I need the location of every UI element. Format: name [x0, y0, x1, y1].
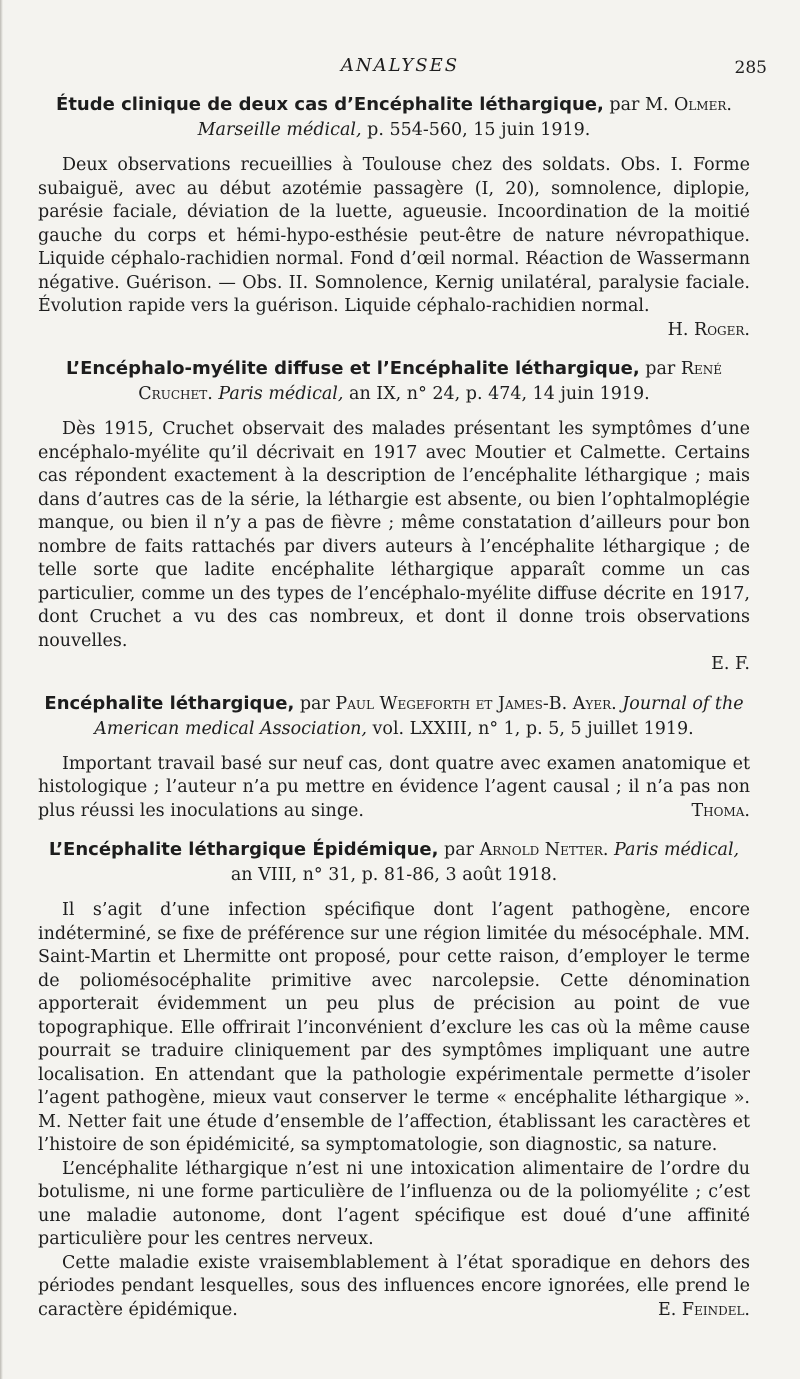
paragraph-text: Important travail basé sur neuf cas, dont quatre avec examen anatomique et histologique ; l’auteur n’a pu mettre en évidence l’agent causal ; il n’a pas non plus réussi les inoculations au singe.: [38, 753, 750, 821]
article-after-author: .: [726, 95, 732, 115]
article-heading: [38, 92, 750, 143]
running-head: [0, 55, 800, 79]
article-journal: Journal of the American medical Association,: [94, 693, 744, 739]
article-title: Étude clinique de deux cas d’Encéphalite léthargique,: [56, 94, 604, 115]
running-title: ANALYSES: [340, 55, 460, 76]
article-citation: vol. LXXIII, n° 1, p. 5, 5 juillet 1919.: [366, 718, 694, 739]
article-author: René Cruchet: [138, 359, 723, 404]
article-author: Arnold Netter: [479, 840, 603, 860]
article-paragraph: [38, 1252, 750, 1323]
article-title: L’Encéphalite léthargique Épidémique,: [48, 839, 439, 860]
article-after-author: .: [611, 693, 623, 714]
page-number: 285: [734, 58, 767, 78]
article-signature: Thoma.: [691, 800, 750, 821]
scan-edge: [0, 0, 3, 1379]
article-journal: Paris médical,: [218, 384, 344, 404]
article-signature: H. Roger.: [667, 319, 750, 340]
article-paragraph: Dès 1915, Cruchet observait des malades présentant les symptômes d’une encéphalo-myélite qu’il décrivait en 1917 avec Moutier et Calmette. Certains cas répondent exactement à la description de l’encéphalite léthargique ; mais dans d’autres cas de la série, la léthargie est absente, ou bien l’ophtalmoplégie manque, ou bien il n’y a pas de fièvre ; même constatation d’ailleurs pour bon nombre de faits rattachés par divers auteurs à l’encéphalite léthargique ; de telle sorte que ladite encéphalite léthargique apparaît comme un cas particulier, comme un des types de l’encéphalo-myélite diffuse décrite en 1917, dont Cruchet a vu des cas nombreux, et dont il donne trois observations nouvelles.: [38, 419, 750, 651]
article-by: par: [294, 693, 336, 714]
article-title: L’Encéphalo-myélite diffuse et l’Encéphalite léthargique,: [65, 358, 640, 379]
article-paragraph: L’encéphalite léthargique n’est ni une intoxication alimentaire de l’ordre du botulisme, ni une forme particulière de l’influenza ou de la poliomyélite ; c’est une maladie autonome, dont l’agent spécifique est doué d’une affinité particulière pour les centres nerveux.: [38, 1158, 750, 1249]
article-citation: p. 554-560, 15 juin 1919.: [361, 120, 591, 140]
article-after-author: .: [207, 384, 219, 404]
article-paragraph: Il s’agit d’une infection spécifique dont l’agent pathogène, encore indéterminé, se fixe de préférence sur une région limitée du mésocéphale. MM. Saint-Martin et Lhermitte ont proposé, pour cette raison, d’employer le terme de poliomésocéphalite primitive avec narcolepsie. Cette dénomination apporterait évidemment un peu plus de précision au point de vue topographique. Elle offrirait l’inconvénient d’exclure les cas où la même cause pourrait se traduire cliniquement par des symptômes impliquant une autre localisation. En attendant que la pathologie expérimentale permette d’isoler l’agent pathogène, mieux vaut conserver le terme « encéphalite léthargique ». M. Netter fait une étude d’ensemble de l’affection, établissant les caractères et l’histoire de son épidémicité, sa symptomatologie, son diagnostic, sa nature.: [38, 900, 750, 1155]
review-article-4: [38, 837, 750, 1322]
article-signature: E. F.: [711, 654, 750, 674]
article-paragraph: [38, 753, 750, 824]
article-title: Encéphalite léthargique,: [44, 692, 295, 714]
review-article-1: [38, 92, 750, 342]
page-body: [38, 92, 750, 1336]
paragraph-text: Cette maladie existe vraisemblablement à l’état sporadique en dehors des périodes pendant lesquelles, sous des influences encore ignorées, elle prend le caractère épidémique.: [38, 1252, 750, 1320]
article-author: Olmer: [673, 95, 727, 115]
article-by: par M.: [603, 95, 674, 115]
review-article-3: [38, 691, 750, 824]
article-heading: [38, 356, 750, 407]
review-article-2: [38, 356, 750, 677]
article-journal: Paris médical,: [614, 840, 740, 860]
article-by: par: [438, 840, 480, 860]
article-by: par: [639, 359, 681, 379]
article-after-author: .: [602, 840, 615, 860]
article-author: Paul Wegeforth et James-B. Ayer: [335, 693, 612, 714]
article-journal: Marseille médical,: [197, 120, 362, 140]
article-citation: an VIII, n° 31, p. 81-86, 3 août 1918.: [230, 865, 558, 885]
paragraph-text: Deux observations recueillies à Toulouse chez des soldats. Obs. I. Forme subaiguë, avec au début azotémie passagère (I, 20), somnolence, diplopie, parésie faciale, déviation de la luette, agueusie. Incoordination de la moitié gauche du corps et hémi-hypo-esthésie peut-être de nature névropathique. Liquide céphalo-rachidien normal. Fond d’œil normal. Réaction de Wassermann négative. Guérison. — Obs. II. Somnolence, Kernig unilatéral, paralysie faciale. Évolution rapide vers la guérison. Liquide céphalo-rachidien normal.: [38, 155, 750, 316]
article-heading: [38, 837, 750, 888]
article-heading: [38, 691, 750, 742]
article-citation: an IX, n° 24, p. 474, 14 juin 1919.: [343, 384, 650, 404]
article-signature: E. Feindel.: [658, 1299, 750, 1320]
article-paragraph: [38, 154, 750, 340]
